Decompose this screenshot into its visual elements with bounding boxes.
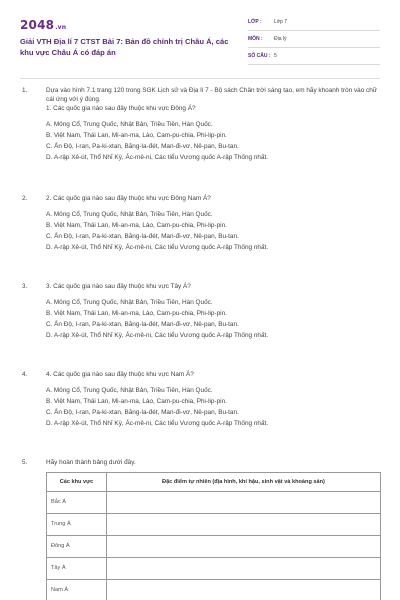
meta-label: SỐ CÂU : (248, 53, 271, 59)
region-cell: Trung Á (47, 514, 107, 536)
option-d[interactable]: D. A-rập Xê-út, Thổ Nhĩ Kỳ, Ác-mê-ni, Các tiểu Vương quốc A-rập Thống nhất. (46, 420, 269, 427)
column-header-region: Các khu vực (47, 473, 107, 492)
question-5 (22, 458, 378, 600)
table-row (47, 514, 381, 536)
region-cell: Đông Á (47, 536, 107, 558)
logo-suffix: .vn (55, 24, 67, 31)
meta-value: 5 (274, 53, 277, 59)
meta-label: MÔN : (248, 36, 263, 42)
question-stem: 3. Các quốc gia nào sau đây thuộc khu vực Tây Á? (46, 283, 191, 290)
answer-cell[interactable] (107, 536, 381, 558)
option-c[interactable]: C. Ấn Độ, I-ran, Pa-ki-xtan, Băng-la-đét, Man-đi-vơ, Nê-pan, Bu-tan. (46, 409, 239, 416)
region-cell: Tây Á (47, 558, 107, 580)
option-c[interactable]: C. Ấn Độ, I-ran, Pa-ki-xtan, Băng-la-đét, Man-đi-vơ, Nê-pan, Bu-tan. (46, 143, 239, 150)
question-2 (22, 194, 378, 282)
answer-cell[interactable] (107, 492, 381, 514)
question-number: 3. (22, 283, 28, 290)
question-number: 5. (22, 459, 28, 466)
option-a[interactable]: A. Mông Cổ, Trung Quốc, Nhật Bản, Triều Tiên, Hàn Quốc. (46, 211, 213, 218)
option-c[interactable]: C. Ấn Độ, I-ran, Pa-ki-xtan, Băng-la-đét, Man-đi-vơ, Nê-pan, Bu-tan. (46, 321, 239, 328)
document-title: Giải VTH Địa lí 7 CTST Bài 7: Bản đồ chính trị Châu Á, các khu vực Châu Á có đáp án (20, 37, 229, 57)
region-cell: Nam Á (47, 580, 107, 600)
question-stem: Hãy hoàn thành bảng dưới đây. (46, 459, 136, 466)
table-row (47, 558, 381, 580)
option-list (46, 119, 378, 163)
answer-cell[interactable] (107, 558, 381, 580)
header-divider (20, 78, 380, 79)
answer-cell[interactable] (107, 580, 381, 600)
option-a[interactable]: A. Mông Cổ, Trung Quốc, Nhật Bản, Triều Tiên, Hàn Quốc. (46, 387, 213, 394)
question-list (22, 86, 378, 600)
question-stem: 2. Các quốc gia nào sau đây thuộc khu vực Đông Nam Á? (46, 195, 211, 202)
logo-text: 2048 (20, 18, 55, 32)
option-d[interactable]: D. A-rập Xê-út, Thổ Nhĩ Kỳ, Ác-mê-ni, Các tiểu Vương quốc A-rập Thống nhất. (46, 332, 269, 339)
option-b[interactable]: B. Việt Nam, Thái Lan, Mi-an-ma, Lào, Cam-pu-chia, Phi-lip-pin. (46, 132, 227, 139)
table-row (47, 536, 381, 558)
meta-value: Lớp 7 (274, 19, 288, 25)
table-header-row (47, 473, 381, 492)
question-intro: Dựa vào hình 7.1 trang 120 trong SGK Lịch sử và Địa lí 7 - Bộ sách Chân trời sáng tạo, em hãy khoanh tròn vào chữ cái ứng với ý đúng. (46, 87, 378, 103)
document-header (20, 14, 380, 76)
question-number: 2. (22, 195, 28, 202)
option-list (46, 297, 378, 341)
option-b[interactable]: B. Việt Nam, Thái Lan, Mi-an-ma, Lào, Cam-pu-chia, Phi-lip-pin. (46, 310, 227, 317)
question-stem: 1. Các quốc gia nào sau đây thuộc khu vực Đông Á? (46, 105, 196, 112)
option-c[interactable]: C. Ấn Độ, I-ran, Pa-ki-xtan, Băng-la-đét, Man-đi-vơ, Nê-pan, Bu-tan. (46, 233, 239, 240)
option-d[interactable]: D. A-rập Xê-út, Thổ Nhĩ Kỳ, Ác-mê-ni, Các tiểu Vương quốc A-rập Thống nhất. (46, 244, 269, 251)
option-list (46, 209, 378, 253)
meta-info (248, 14, 380, 65)
question-number: 1. (22, 87, 28, 94)
question-3 (22, 282, 378, 370)
question-1 (22, 86, 378, 194)
table-row (47, 492, 381, 514)
answer-cell[interactable] (107, 514, 381, 536)
region-cell: Bắc Á (47, 492, 107, 514)
question-stem: 4. Các quốc gia nào sau đây thuộc khu vực Nam Á? (46, 371, 194, 378)
site-logo[interactable] (20, 18, 66, 32)
option-a[interactable]: A. Mông Cổ, Trung Quốc, Nhật Bản, Triều Tiên, Hàn Quốc. (46, 121, 213, 128)
meta-row-class (248, 14, 380, 31)
meta-row-subject (248, 31, 380, 48)
meta-value: Địa lý (274, 36, 287, 42)
meta-label: LỚP : (248, 19, 262, 25)
option-b[interactable]: B. Việt Nam, Thái Lan, Mi-an-ma, Lào, Cam-pu-chia, Phi-lip-pin. (46, 222, 227, 229)
table-row (47, 580, 381, 600)
option-list (46, 385, 378, 429)
question-4 (22, 370, 378, 458)
option-b[interactable]: B. Việt Nam, Thái Lan, Mi-an-ma, Lào, Cam-pu-chia, Phi-lip-pin. (46, 398, 227, 405)
option-d[interactable]: D. A-rập Xê-út, Thổ Nhĩ Kỳ, Ác-mê-ni, Các tiểu Vương quốc A-rập Thống nhất. (46, 154, 269, 161)
column-header-features: Đặc điểm tự nhiên (địa hình, khí hậu, sinh vật và khoáng sản) (107, 473, 381, 492)
meta-row-count (248, 48, 380, 65)
question-number: 4. (22, 371, 28, 378)
option-a[interactable]: A. Mông Cổ, Trung Quốc, Nhật Bản, Triều Tiên, Hàn Quốc. (46, 299, 213, 306)
answer-table (46, 472, 381, 600)
